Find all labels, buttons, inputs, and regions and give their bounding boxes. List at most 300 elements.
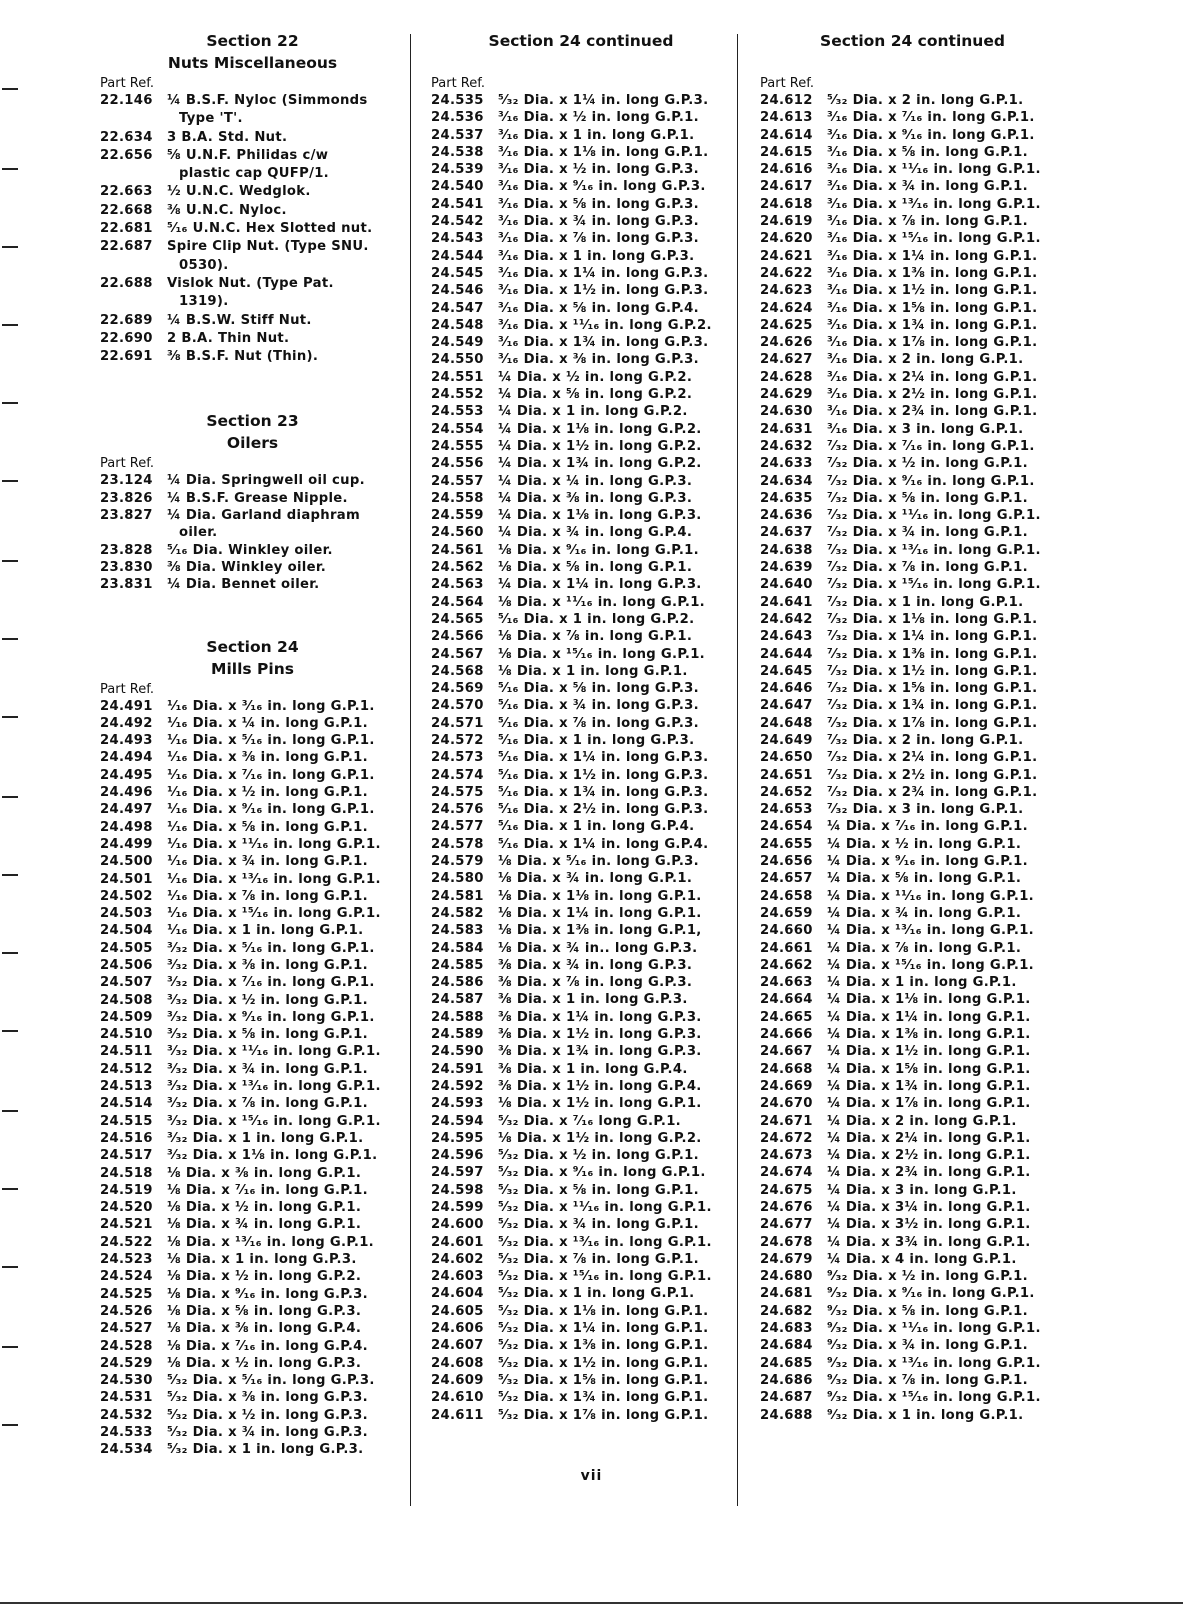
part-ref-number: 24.620 [760, 231, 813, 247]
part-description-text: ⁵⁄₃₂ Dia. x ⅜ in. long G.P.3. [167, 1390, 368, 1406]
part-row [760, 628, 1065, 645]
part-row [431, 1216, 731, 1233]
part-description-text: ³⁄₁₆ Dia. x 1 in. long G.P.1. [498, 127, 695, 143]
part-ref-number: 24.551 [431, 369, 484, 385]
part-description-text: ⅛ Dia. x ⅜ in. long G.P.1. [167, 1165, 362, 1181]
part-description [167, 1372, 405, 1389]
part-ref-number: 24.673 [760, 1148, 813, 1164]
part-description-text: ¼ Dia. x 2¼ in. long G.P.1. [827, 1130, 1031, 1146]
part-ref-number: 24.497 [100, 802, 153, 818]
part-description-text: ³⁄₁₆ Dia. x ⁷⁄₁₆ in. long G.P.1. [827, 110, 1035, 126]
part-row [100, 559, 405, 576]
part-ref-number: 24.573 [431, 750, 484, 766]
part-description [498, 1130, 731, 1147]
part-row [431, 1147, 731, 1164]
part-description [498, 161, 731, 178]
part-description-text: ¼ Dia. x 1½ in. long G.P.1. [827, 1044, 1031, 1060]
part-ref-number: 24.671 [760, 1113, 813, 1129]
part-description-text: ⅜ Dia. Winkley oiler. [167, 559, 327, 575]
part-description [167, 940, 405, 957]
binding-mark [2, 1424, 18, 1426]
part-description [167, 1441, 405, 1458]
part-description-text: ⁹⁄₃₂ Dia. x ¹³⁄₁₆ in. long G.P.1. [827, 1355, 1041, 1371]
part-ref-number: 24.554 [431, 421, 484, 437]
part-description-text: Spire Clip Nut. (Type SNU. [167, 239, 369, 255]
part-description-text: ½ U.N.C. Wedglok. [167, 184, 311, 200]
part-description-text: ³⁄₁₆ Dia. x ⅝ in. long G.P.4. [498, 300, 699, 316]
part-ref-number: 24.608 [431, 1355, 484, 1371]
part-row [431, 957, 731, 974]
part-description-text: ⅜ Dia. x 1¼ in. long G.P.3. [498, 1009, 702, 1025]
part-description-text: ⅛ Dia. x 1 in. long G.P.3. [167, 1252, 357, 1268]
part-description [827, 230, 1065, 247]
part-description-text: ⁵⁄₃₂ Dia. x 1¼ in. long G.P.1. [498, 1321, 709, 1337]
part-row [760, 715, 1065, 732]
part-description-text: ⅛ Dia. x 1⅜ in. long G.P.1, [498, 923, 702, 939]
part-description-continued: 0530). [179, 257, 229, 273]
part-description [167, 715, 405, 732]
part-description-text: ⅛ Dia. x ¹⁵⁄₁₆ in. long G.P.1. [498, 646, 705, 662]
part-ref-number: 22.690 [100, 330, 153, 346]
part-description [498, 818, 731, 835]
part-description-text: ⁹⁄₃₂ Dia. x ¹⁵⁄₁₆ in. long G.P.1. [827, 1390, 1041, 1406]
part-row [100, 1251, 405, 1268]
part-row [100, 767, 405, 784]
part-ref-number: 24.598 [431, 1182, 484, 1198]
binding-mark [2, 168, 18, 170]
part-description [827, 801, 1065, 818]
part-description-text: ¼ Dia. x ⅞ in. long G.P.1. [827, 940, 1022, 956]
part-description-text: ⁵⁄₁₆ Dia. x 1 in. long G.P.2. [498, 611, 695, 627]
part-description-text: ¼ Dia. x ⁹⁄₁₆ in. long G.P.1. [827, 854, 1028, 870]
part-row [760, 334, 1065, 351]
page-number: vii [580, 1468, 603, 1484]
part-ref-number: 24.493 [100, 733, 153, 749]
part-ref-number: 24.532 [100, 1407, 153, 1423]
part-description [498, 213, 731, 230]
part-row [100, 1286, 405, 1303]
part-ref-number: 24.667 [760, 1044, 813, 1060]
part-ref-number: 24.614 [760, 127, 813, 143]
part-description [167, 129, 405, 147]
part-description-text: ⁵⁄₃₂ Dia. x ¹¹⁄₁₆ in. long G.P.1. [498, 1200, 712, 1215]
part-ref-number: 22.663 [100, 184, 153, 200]
part-description [827, 784, 1065, 801]
part-description [498, 576, 731, 593]
part-ref-number: 24.629 [760, 387, 813, 403]
part-ref-number: 24.638 [760, 542, 813, 558]
part-description-text: ¼ Dia. x 3¾ in. long G.P.1. [827, 1234, 1031, 1250]
part-description [498, 1251, 731, 1268]
part-ref-number: 24.601 [431, 1234, 484, 1250]
part-ref-number: 24.541 [431, 196, 484, 212]
part-ref-number: 24.507 [100, 975, 153, 991]
part-ref-number: 24.566 [431, 629, 484, 645]
part-row [431, 92, 731, 109]
part-row [100, 1078, 405, 1095]
part-ref-number: 24.606 [431, 1321, 484, 1337]
part-ref-number: 24.584 [431, 940, 484, 956]
part-description [498, 749, 731, 766]
part-ref-number: 24.535 [431, 93, 484, 108]
part-ref-number: 24.512 [100, 1061, 153, 1077]
part-ref-number: 24.534 [100, 1442, 153, 1458]
part-description-text: ¹⁄₁₆ Dia. x ⁷⁄₁₆ in. long G.P.1. [167, 767, 375, 783]
part-description-text: ¼ Dia. x 1⅞ in. long G.P.1. [827, 1096, 1031, 1112]
part-ref-number: 24.688 [760, 1407, 813, 1423]
part-description-text: ¼ Dia. x 1⅛ in. long G.P.2. [498, 421, 702, 437]
part-description [498, 1095, 731, 1112]
part-description [167, 330, 405, 348]
part-ref-number: 24.578 [431, 836, 484, 852]
part-row [100, 576, 405, 593]
part-row [760, 109, 1065, 126]
part-ref-number: 24.503 [100, 906, 153, 922]
part-description-text: ¹⁄₁₆ Dia. x ⁹⁄₁₆ in. long G.P.1. [167, 802, 375, 818]
part-description [827, 732, 1065, 749]
part-ref-number: 24.558 [431, 490, 484, 506]
part-row [431, 369, 731, 386]
part-description [498, 888, 731, 905]
part-ref-number: 24.571 [431, 715, 484, 731]
part-ref-number: 24.583 [431, 923, 484, 939]
part-row [431, 507, 731, 524]
part-row [100, 819, 405, 836]
part-description [167, 784, 405, 801]
part-description-text: ¼ Dia. x 3¼ in. long G.P.1. [827, 1200, 1031, 1215]
part-description-text: ⅜ Dia. x ⅞ in. long G.P.3. [498, 975, 693, 991]
part-row [431, 490, 731, 507]
part-row [431, 1009, 731, 1026]
part-description-text: ³⁄₁₆ Dia. x ⅝ in. long G.P.1. [827, 144, 1028, 160]
part-description [167, 698, 405, 715]
part-description-text: ³⁄₁₆ Dia. x 3 in. long G.P.1. [827, 421, 1024, 437]
part-description [827, 680, 1065, 697]
part-row [100, 888, 405, 905]
part-row [100, 1095, 405, 1112]
part-ref-number: 24.552 [431, 387, 484, 403]
part-description-text: ¼ Dia. x 1½ in. long G.P.2. [498, 438, 702, 454]
part-description [498, 1285, 731, 1302]
part-row [760, 144, 1065, 161]
part-description-text: ⁷⁄₃₂ Dia. x 1½ in. long G.P.1. [827, 663, 1038, 679]
part-description-text: ¼ Dia. Garland diaphram [167, 508, 361, 524]
part-description [827, 1285, 1065, 1302]
part-ref-header: Part Ref. [760, 76, 815, 91]
binding-mark [2, 324, 18, 326]
part-ref-number: 24.561 [431, 542, 484, 558]
part-row [100, 1268, 405, 1285]
part-description [498, 697, 731, 714]
part-row [100, 905, 405, 922]
part-description [827, 351, 1065, 368]
part-row [431, 161, 731, 178]
part-description-text: ¼ B.S.F. Grease Nipple. [167, 490, 348, 506]
part-description-continued: plastic cap QUFP/1. [179, 166, 329, 182]
part-row [760, 1303, 1065, 1320]
part-description-text: ⁵⁄₁₆ Dia. x 1 in. long G.P.4. [498, 819, 695, 835]
part-description-text: ¼ Dia. x 2½ in. long G.P.1. [827, 1148, 1031, 1164]
part-description [167, 836, 405, 853]
part-row [100, 974, 405, 991]
part-description [827, 248, 1065, 265]
part-description-text: ⁵⁄₃₂ Dia. x 1⅞ in. long G.P.1. [498, 1407, 709, 1423]
part-description [827, 282, 1065, 299]
part-row [760, 680, 1065, 697]
binding-mark [2, 402, 18, 404]
part-description [167, 542, 405, 559]
part-description-text: ⅛ Dia. x 1½ in. long G.P.2. [498, 1130, 702, 1146]
part-row [760, 1043, 1065, 1060]
part-ref-number: 24.545 [431, 265, 484, 281]
part-row [100, 1165, 405, 1182]
binding-mark [2, 246, 18, 248]
part-row [431, 1026, 731, 1043]
part-description [498, 438, 731, 455]
part-description-text: ⁵⁄₃₂ Dia. x ½ in. long G.P.3. [167, 1407, 368, 1423]
part-ref-number: 24.540 [431, 179, 484, 195]
part-description [498, 1234, 731, 1251]
part-description [827, 524, 1065, 541]
part-ref-number: 24.592 [431, 1078, 484, 1094]
part-description [827, 957, 1065, 974]
part-description-text: ⁵⁄₁₆ Dia. x 1¾ in. long G.P.3. [498, 784, 709, 800]
part-ref-number: 23.124 [100, 473, 153, 489]
part-ref-number: 24.511 [100, 1044, 153, 1060]
part-description [827, 1199, 1065, 1216]
part-description [167, 749, 405, 766]
part-row [760, 922, 1065, 939]
part-description [498, 1320, 731, 1337]
part-row [431, 455, 731, 472]
part-ref-number: 24.646 [760, 681, 813, 697]
parts-list [431, 92, 731, 1424]
part-row [100, 507, 405, 542]
part-row [431, 438, 731, 455]
part-row [760, 1337, 1065, 1354]
part-description [827, 109, 1065, 126]
part-description [167, 238, 405, 275]
part-row [431, 421, 731, 438]
part-description-text: ⁵⁄₁₆ Dia. x 1 in. long G.P.3. [498, 732, 695, 748]
part-description [167, 1286, 405, 1303]
part-description [498, 732, 731, 749]
part-row [431, 127, 731, 144]
part-ref-number: 24.570 [431, 698, 484, 714]
part-description [498, 559, 731, 576]
part-description-text: ⁷⁄₃₂ Dia. x 1¾ in. long G.P.1. [827, 698, 1038, 714]
section-title: Section 24 [206, 637, 299, 656]
part-description [498, 1078, 731, 1095]
part-ref-number: 24.564 [431, 594, 484, 610]
part-row [100, 749, 405, 766]
part-description-text: ⁷⁄₃₂ Dia. x 3 in. long G.P.1. [827, 802, 1024, 818]
part-ref-number: 24.625 [760, 317, 813, 333]
part-ref-number: 24.499 [100, 836, 153, 852]
section-subtitle: Mills Pins [211, 659, 294, 678]
part-ref-number: 24.531 [100, 1390, 153, 1406]
part-ref-number: 24.586 [431, 975, 484, 991]
part-description-text: ⅜ U.N.C. Nyloc. [167, 202, 287, 218]
part-description-text: ³⁄₃₂ Dia. x ¹¹⁄₁₆ in. long G.P.1. [167, 1044, 381, 1060]
part-ref-number: 24.617 [760, 179, 813, 195]
part-description [827, 1337, 1065, 1354]
part-description [498, 1303, 731, 1320]
part-description [167, 801, 405, 818]
part-row [431, 576, 731, 593]
part-row [431, 1337, 731, 1354]
part-row [100, 147, 405, 184]
part-description-text: 3 B.A. Std. Nut. [167, 129, 288, 145]
column-3 [760, 30, 1065, 1424]
column-1 [100, 30, 405, 1459]
part-row [431, 144, 731, 161]
part-row [100, 732, 405, 749]
part-description-text: ⅛ Dia. x ⁹⁄₁₆ in. long G.P.3. [167, 1286, 368, 1302]
part-ref-number: 22.689 [100, 312, 153, 328]
part-row [100, 348, 405, 366]
part-description [827, 403, 1065, 420]
part-ref-number: 22.681 [100, 221, 153, 237]
part-ref-number: 24.647 [760, 698, 813, 714]
part-description [827, 213, 1065, 230]
part-description-text: ¹⁄₁₆ Dia. x ¹⁵⁄₁₆ in. long G.P.1. [167, 906, 381, 922]
part-ref-number: 24.594 [431, 1113, 484, 1129]
part-ref-number: 24.582 [431, 905, 484, 921]
part-description-text: ⁵⁄₃₂ Dia. x 1¾ in. long G.P.1. [498, 1390, 709, 1406]
part-description-text: ³⁄₃₂ Dia. x ¹³⁄₁₆ in. long G.P.1. [167, 1079, 381, 1095]
part-description-text: ⁵⁄₃₂ Dia. x ⁷⁄₁₆ long G.P.1. [498, 1113, 681, 1129]
part-description-text: ⅛ Dia. x ¾ in.. long G.P.3. [498, 940, 698, 956]
part-ref-number: 24.536 [431, 110, 484, 126]
part-description [827, 1355, 1065, 1372]
part-ref-number: 24.666 [760, 1027, 813, 1043]
binding-mark [2, 88, 18, 90]
part-description [167, 1389, 405, 1406]
part-description-text: ⅛ Dia. x ⅜ in. long G.P.4. [167, 1321, 362, 1337]
part-row [760, 594, 1065, 611]
part-ref-number: 24.670 [760, 1096, 813, 1112]
part-ref-number: 24.674 [760, 1165, 813, 1181]
part-ref-number: 24.506 [100, 957, 153, 973]
part-ref-number: 24.650 [760, 750, 813, 766]
part-description-text: ⁹⁄₃₂ Dia. x 1 in. long G.P.1. [827, 1407, 1024, 1423]
part-ref-number: 24.599 [431, 1200, 484, 1215]
part-description [827, 421, 1065, 438]
part-ref-number: 24.600 [431, 1217, 484, 1233]
part-row [431, 213, 731, 230]
part-ref-number: 24.685 [760, 1355, 813, 1371]
part-row [760, 265, 1065, 282]
part-row [760, 1026, 1065, 1043]
part-description [167, 732, 405, 749]
part-description [498, 767, 731, 784]
binding-mark [2, 796, 18, 798]
part-description-text: ¹⁄₁₆ Dia. x ¾ in. long G.P.1. [167, 854, 368, 870]
part-description [827, 455, 1065, 472]
part-description [167, 1303, 405, 1320]
part-ref-number: 24.525 [100, 1286, 153, 1302]
part-row [431, 1130, 731, 1147]
part-description-text: ⁷⁄₃₂ Dia. x 1⅝ in. long G.P.1. [827, 681, 1038, 697]
part-ref-number: 24.627 [760, 352, 813, 368]
part-row [760, 403, 1065, 420]
part-ref-number: 24.547 [431, 300, 484, 316]
part-ref-number: 24.572 [431, 732, 484, 748]
part-description [498, 870, 731, 887]
part-description-text: ³⁄₁₆ Dia. x 1¼ in. long G.P.3. [498, 265, 709, 281]
part-description-text: ³⁄₁₆ Dia. x 1⅜ in. long G.P.1. [827, 265, 1038, 281]
part-ref-number: 24.641 [760, 594, 813, 610]
part-row [431, 317, 731, 334]
part-ref-number: 24.565 [431, 611, 484, 627]
part-description [498, 1337, 731, 1354]
part-row [100, 490, 405, 507]
part-ref-number: 24.549 [431, 335, 484, 351]
part-row [760, 1061, 1065, 1078]
part-row [760, 213, 1065, 230]
part-description-text: ⅛ Dia. x ⅝ in. long G.P.3. [167, 1303, 362, 1319]
part-ref-number: 22.668 [100, 202, 153, 218]
part-ref-number: 24.504 [100, 923, 153, 939]
part-description [498, 1061, 731, 1078]
part-description-text: ⅛ Dia. x ⅞ in. long G.P.1. [498, 629, 693, 645]
part-row [431, 1078, 731, 1095]
part-description-text: ⅜ Dia. x 1½ in. long G.P.3. [498, 1027, 702, 1043]
part-row [760, 611, 1065, 628]
part-ref-number: 24.597 [431, 1165, 484, 1181]
part-row [431, 853, 731, 870]
part-description-text: ¼ Dia. x ⅝ in. long G.P.2. [498, 387, 693, 403]
part-ref-number: 24.644 [760, 646, 813, 662]
part-description-text: ¹⁄₁₆ Dia. x ⁵⁄₁₆ in. long G.P.1. [167, 733, 375, 749]
part-ref-number: 24.686 [760, 1372, 813, 1388]
part-row [100, 1199, 405, 1216]
part-description-text: ³⁄₁₆ Dia. x 2¼ in. long G.P.1. [827, 369, 1038, 385]
part-description-text: ⁵⁄₃₂ Dia. x 1 in. long G.P.1. [498, 1286, 695, 1302]
part-row [431, 1285, 731, 1302]
part-description-text: ⁵⁄₃₂ Dia. x 1 in. long G.P.3. [167, 1442, 364, 1458]
part-description [827, 611, 1065, 628]
part-ref-number: 24.575 [431, 784, 484, 800]
part-description [827, 144, 1065, 161]
part-ref-number: 24.593 [431, 1096, 484, 1112]
part-ref-number: 24.557 [431, 473, 484, 489]
part-description [827, 974, 1065, 991]
part-row [100, 1441, 405, 1458]
part-description [827, 473, 1065, 490]
part-description-text: ⁵⁄₁₆ Dia. x ¾ in. long G.P.3. [498, 698, 699, 714]
part-description-text: ⅛ Dia. x ½ in. long G.P.3. [167, 1355, 362, 1371]
part-description-text: ¼ Dia. Springwell oil cup. [167, 473, 365, 489]
part-row [431, 300, 731, 317]
part-row [100, 1389, 405, 1406]
part-description [827, 334, 1065, 351]
binding-mark [2, 480, 18, 482]
part-ref-number: 24.633 [760, 456, 813, 472]
part-description-text: ³⁄₃₂ Dia. x ⁵⁄₁₆ in. long G.P.1. [167, 940, 375, 956]
part-ref-number: 24.519 [100, 1182, 153, 1198]
part-ref-number: 24.618 [760, 196, 813, 212]
part-description [498, 991, 731, 1008]
part-row [100, 853, 405, 870]
part-description [827, 369, 1065, 386]
part-description [827, 92, 1065, 109]
part-description-text: ¼ Dia. x 1¼ in. long G.P.3. [498, 577, 702, 593]
part-description-text: ¼ Dia. x ¹⁵⁄₁₆ in. long G.P.1. [827, 957, 1034, 973]
part-ref-number: 24.635 [760, 490, 813, 506]
part-row [760, 767, 1065, 784]
